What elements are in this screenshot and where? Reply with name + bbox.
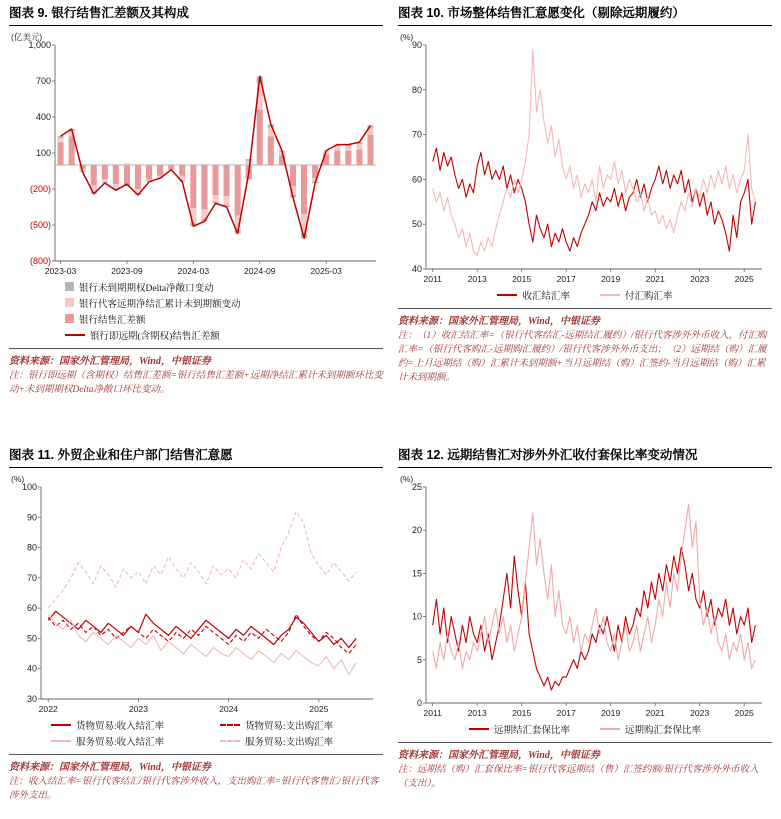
svg-text:20: 20 — [411, 524, 422, 535]
svg-text:(200): (200) — [29, 183, 51, 194]
figure-10-title: 图表 10. 市场整体结售汇意愿变化（剔除远期履约） — [398, 6, 772, 26]
figure-panel-11 — [9, 448, 383, 803]
legend-swatch-pink-line — [600, 728, 620, 730]
chart-bank-settlement-balance — [9, 29, 383, 279]
figure-11-legend — [9, 718, 383, 748]
figure-10-legend — [398, 288, 772, 302]
legend-swatch-red-line — [497, 294, 517, 296]
legend-label: 远期购汇套保比率 — [625, 725, 702, 736]
svg-text:700: 700 — [35, 75, 51, 86]
legend-label: 远期结汇套保比率 — [493, 725, 570, 736]
legend-label: 货物贸易:支出购汇率 — [245, 721, 334, 732]
svg-text:2017: 2017 — [556, 273, 576, 284]
svg-text:(%): (%) — [400, 31, 414, 42]
figure-panel-12 — [398, 448, 772, 803]
svg-text:2025-03: 2025-03 — [310, 265, 342, 276]
legend-swatch-lightpink-bar — [65, 298, 74, 307]
legend-item-receipt-settlement-rate — [497, 288, 570, 302]
figure-11-note: 注：收入结汇率=银行代客结汇/银行代客涉外收入，支出购汇率=银行代客售汇/银行代客涉外支出。 — [9, 776, 379, 801]
chart-forward-hedging-ratio — [398, 471, 772, 721]
svg-text:2013: 2013 — [467, 707, 487, 718]
figure-9-legend — [9, 280, 383, 342]
svg-text:60: 60 — [411, 174, 422, 185]
svg-text:(%): (%) — [11, 473, 25, 484]
legend-label: 银行结售汇差额 — [79, 315, 146, 326]
legend-label: 银行未到期期权Delta净敞口变动 — [79, 283, 214, 294]
svg-text:2025: 2025 — [734, 707, 754, 718]
svg-text:70: 70 — [411, 129, 422, 140]
svg-text:2021: 2021 — [645, 707, 665, 718]
svg-text:400: 400 — [35, 111, 51, 122]
svg-text:25: 25 — [411, 481, 422, 492]
legend-label: 货物贸易:收入结汇率 — [76, 721, 165, 732]
svg-text:2021: 2021 — [645, 273, 665, 284]
svg-text:2011: 2011 — [423, 707, 442, 718]
svg-text:80: 80 — [26, 542, 37, 553]
figure-9-note: 注：银行即远期（含期权）结售汇差额=银行结售汇差额+远期净结汇累计未到期额环比变动+未到期期权Delta净敞口环比变动。 — [9, 370, 383, 395]
legend-label: 银行即远期(含期权)结售汇差额 — [90, 331, 220, 342]
svg-text:2024-03: 2024-03 — [177, 265, 210, 276]
svg-text:2023-03: 2023-03 — [44, 265, 77, 276]
figure-panel-9 — [9, 6, 383, 438]
svg-text:50: 50 — [26, 633, 37, 644]
legend-label: 收汇结汇率 — [522, 291, 570, 302]
figure-9-title: 图表 9. 银行结售汇差额及其构成 — [9, 6, 383, 26]
svg-text:(亿美元): (亿美元) — [11, 31, 43, 42]
svg-text:(500): (500) — [29, 219, 51, 230]
svg-text:2019: 2019 — [601, 273, 621, 284]
legend-item-forward-outstanding — [65, 296, 383, 310]
legend-swatch-pink-dashed-line — [220, 740, 240, 742]
svg-text:(800): (800) — [29, 255, 51, 266]
legend-item-goods-expense-purchase — [220, 718, 383, 732]
svg-text:2025: 2025 — [734, 273, 754, 284]
legend-label: 服务贸易:收入结汇率 — [76, 737, 165, 748]
legend-swatch-red-dashed-line — [220, 724, 240, 726]
legend-item-delta-exposure — [65, 280, 383, 294]
svg-text:2023: 2023 — [128, 703, 148, 714]
legend-swatch-red-line — [469, 728, 489, 730]
legend-swatch-red-line — [65, 334, 85, 336]
svg-text:100: 100 — [35, 147, 51, 158]
figure-12-source: 资料来源：国家外汇管理局，Wind，中银证券 — [398, 742, 772, 761]
legend-item-services-expense-purchase — [220, 734, 383, 748]
svg-text:70: 70 — [26, 572, 37, 583]
svg-text:0: 0 — [416, 697, 422, 708]
svg-text:60: 60 — [26, 602, 37, 613]
figure-10-source: 资料来源：国家外汇管理局，Wind，中银证券 — [398, 308, 772, 327]
svg-text:30: 30 — [26, 693, 37, 704]
legend-swatch-pink-line — [600, 294, 620, 296]
svg-text:2025: 2025 — [309, 703, 329, 714]
svg-text:2011: 2011 — [423, 273, 442, 284]
figure-12-note: 注：远期结（购）汇套保比率=银行代客远期结（售）汇签约额/银行代客涉外外币收入（支出）。 — [398, 764, 759, 789]
svg-text:15: 15 — [411, 568, 422, 579]
legend-item-forward-settle-hedge — [469, 722, 570, 736]
legend-swatch-pink-bar — [65, 314, 74, 323]
svg-text:80: 80 — [411, 84, 422, 95]
figure-11-source: 资料来源：国家外汇管理局，Wind，中银证券 — [9, 754, 383, 773]
figure-12-legend — [398, 722, 772, 736]
svg-text:2015: 2015 — [512, 273, 532, 284]
svg-text:40: 40 — [26, 663, 37, 674]
svg-text:2023-09: 2023-09 — [111, 265, 143, 276]
svg-text:90: 90 — [26, 511, 37, 522]
figure-9-source: 资料来源：国家外汇管理局，Wind，中银证券 — [9, 348, 383, 367]
svg-text:2023: 2023 — [690, 273, 710, 284]
svg-text:50: 50 — [411, 218, 422, 229]
svg-text:2019: 2019 — [601, 707, 621, 718]
svg-text:2013: 2013 — [467, 273, 487, 284]
legend-swatch-pink-line — [51, 740, 71, 742]
figure-11-title: 图表 11. 外贸企业和住户部门结售汇意愿 — [9, 448, 383, 468]
figure-panel-10 — [398, 6, 772, 438]
legend-swatch-gray-bar — [65, 282, 74, 291]
legend-item-settlement-balance — [65, 312, 383, 326]
svg-text:2024: 2024 — [219, 703, 239, 714]
figure-10-note: 注：（1）收汇结汇率=（银行代客结汇-远期结汇履约）/银行代客涉外外币收入，付汇购汇率=（银行代客购汇-远期购汇履约）/银行代客涉外外币支出；（2）远期结（购）汇履约=上月远期结（购）汇累计未到期额+当月远期结（购）汇签约-当月远期结（购）汇累计未到期额。 — [398, 330, 767, 384]
legend-label: 服务贸易:支出购汇率 — [245, 737, 334, 748]
svg-text:90: 90 — [411, 39, 422, 50]
svg-text:2023: 2023 — [690, 707, 710, 718]
legend-swatch-red-line — [51, 724, 71, 726]
svg-text:10: 10 — [411, 611, 422, 622]
svg-text:2015: 2015 — [512, 707, 532, 718]
svg-text:1,000: 1,000 — [28, 39, 51, 50]
svg-text:2017: 2017 — [556, 707, 576, 718]
chart-market-settlement-willingness — [398, 29, 772, 287]
svg-text:2022: 2022 — [38, 703, 58, 714]
svg-text:(%): (%) — [400, 473, 414, 484]
legend-label: 付汇购汇率 — [625, 291, 673, 302]
svg-text:40: 40 — [411, 263, 422, 274]
legend-item-spot-forward-balance — [65, 328, 383, 342]
chart-trade-household-willingness — [9, 471, 383, 717]
legend-label: 银行代客远期净结汇累计未到期额变动 — [79, 299, 241, 310]
legend-item-forward-purchase-hedge — [600, 722, 701, 736]
figure-12-title: 图表 12. 远期结售汇对涉外外汇收付套保比率变动情况 — [398, 448, 772, 468]
legend-item-goods-income-settle — [51, 718, 214, 732]
legend-item-payment-purchase-rate — [600, 288, 673, 302]
svg-text:2024-09: 2024-09 — [244, 265, 276, 276]
svg-text:5: 5 — [416, 654, 422, 665]
legend-item-services-income-settle — [51, 734, 214, 748]
svg-text:100: 100 — [21, 481, 37, 492]
